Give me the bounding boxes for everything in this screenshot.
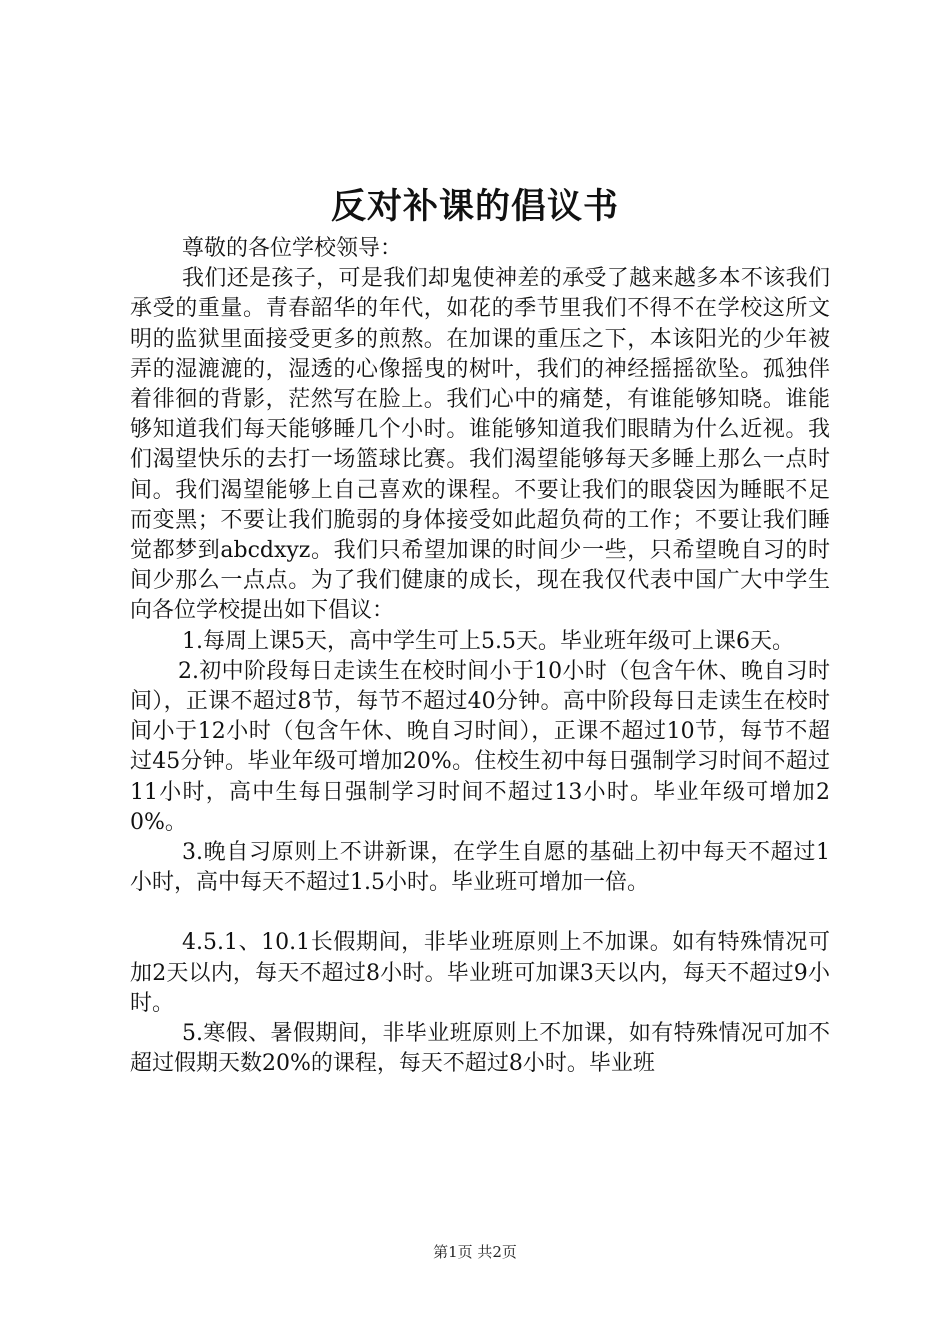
proposal-item-3: 3.晚自习原则上不讲新课，在学生自愿的基础上初中每天不超过1小时，高中每天不超过1.5小时。毕业班可增加一倍。: [130, 840, 830, 896]
salutation: 尊敬的各位学校领导：: [182, 236, 403, 261]
proposal-item-4: 4.5.1、10.1长假期间，非毕业班原则上不加课。如有特殊情况可加2天以内，每天不超过8小时。毕业班可加课3天以内，每天不超过9小时。: [130, 930, 830, 1016]
proposal-item-1: 1.每周上课5天，高中学生可上5.5天。毕业班年级可上课6天。: [182, 628, 794, 654]
proposal-item-5: 5.寒假、暑假期间，非毕业班原则上不加课，如有特殊情况可加不超过假期天数20%的课程，每天不超过8小时。毕业班: [130, 1021, 830, 1077]
document-body: [130, 234, 830, 1079]
intro-paragraph: 我们还是孩子，可是我们却鬼使神差的承受了越来越多本不该我们承受的重量。青春韶华的年代，如花的季节里我们不得不在学校这所文明的监狱里面接受更多的煎熬。在加课的重压之下，本该阳光的少年被弄的湿漉漉的，湿透的心像摇曳的树叶，我们的神经摇摇欲坠。孤独伴着徘徊的背影，茫然写在脸上。我们心中的痛楚，有谁能够知晓。谁能够知道我们每天能够睡几个小时。谁能够知道我们眼睛为什么近视。我们渴望快乐的去打一场篮球比赛。我们渴望能够每天多睡上那么一点时间。我们渴望能够上自己喜欢的课程。不要让我们的眼袋因为睡眠不足而变黑；不要让我们脆弱的身体接受如此超负荷的工作；不要让我们睡觉都梦到abcdxyz。我们只希望加课的时间少一些，只希望晚自习的时间少那么一点点。为了我们健康的成长，现在我仅代表中国广大中学生向各位学校提出如下倡议：: [130, 266, 830, 624]
document-title: 反对补课的倡议书: [330, 186, 619, 227]
proposal-item-2: 2.初中阶段每日走读生在校时间小于10小时（包含午休、晚自习时间），正课不超过8节，每节不超过40分钟。高中阶段每日走读生在校时间小于12小时（包含午休、晚自习时间），正课不超过10节，每节不超过45分钟。毕业年级可增加20%。住校生初中每日强制学习时间不超过11小时，高中生每日强制学习时间不超过13小时。毕业年级可增加20%。: [130, 658, 830, 835]
page-number-footer: 第1页 共2页: [433, 1243, 517, 1261]
